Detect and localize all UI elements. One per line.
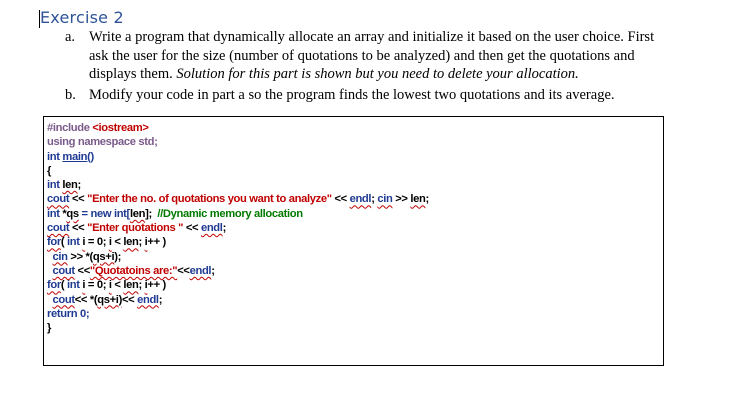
item-text (89, 28, 669, 84)
item-marker: b. (65, 86, 76, 103)
code-line: for( int i = 0; i < len; i++ ) (47, 236, 166, 249)
code-line: int len; (47, 179, 81, 192)
code-line: cout<< *(qs+i)<< endl; (52, 293, 163, 306)
code-listing (47, 121, 429, 335)
code-line: for( int i = 0; i < len; i++ ) (47, 279, 166, 292)
code-line: using namespace std; (47, 136, 158, 149)
exercise-list (0, 28, 751, 104)
code-line: cin >> *(qs+i); (52, 250, 121, 263)
code-line: int main() (47, 150, 94, 163)
list-item (0, 86, 751, 105)
code-line: return 0; (47, 307, 90, 320)
list-item (0, 28, 751, 84)
code-line: cout <<"Quotatoins are:"<<endl; (52, 264, 215, 277)
code-line: cout << "Enter the no. of quotations you want to analyze" << endl; cin >> len; (47, 193, 429, 206)
item-text: Modify your code in part a so the program finds the lowest two quotations and its average. (89, 86, 615, 103)
item-italic-note: Solution for this part is shown but you need to delete your allocation. (176, 66, 579, 82)
item-plain-text: Write a program that dynamically allocate an array and initialize it based on the user choice. First ask the user for the size (number of quotations to be analyzed) and then get the quotations and displays them. (89, 29, 655, 82)
code-line: cout << "Enter quotations " << endl; (47, 222, 226, 235)
exercise-heading: Exercise 2 (40, 8, 124, 27)
code-line: { (47, 164, 52, 177)
code-line: #include <iostream> (47, 122, 149, 134)
code-line: } (47, 322, 52, 335)
code-line: int *qs = new int[len]; //Dynamic memory allocation (47, 207, 303, 220)
item-marker: a. (65, 29, 76, 45)
